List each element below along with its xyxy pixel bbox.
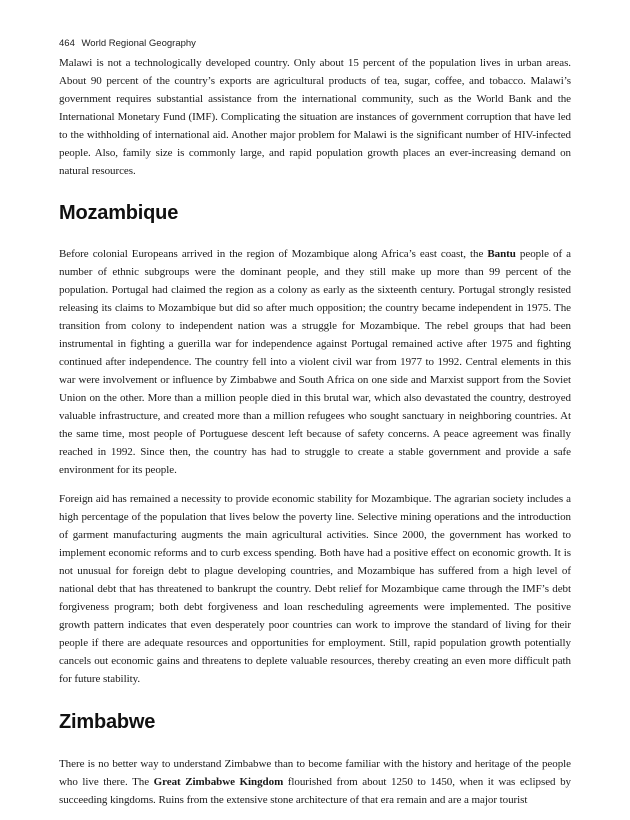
page-number: 464 (59, 38, 75, 49)
section-heading-zimbabwe: Zimbabwe (59, 711, 156, 733)
section-heading-mozambique: Mozambique (59, 202, 179, 224)
text-run: flourished from about 1250 to 1450, when it was eclipsed by succeeding kingdoms. Ruins from the extensive stone architecture of that era remain and are a major tourist (59, 776, 571, 806)
mozambique-paragraph-1 (59, 245, 571, 479)
book-title: World Regional Geography (81, 38, 196, 49)
text-run: Before colonial Europeans arrived in the region of Mozambique along Africa’s east coast, the (59, 248, 488, 260)
intro-paragraph: Malawi is not a technologically developed country. Only about 15 percent of the population lives in urban areas. About 90 percent of the country’s exports are agricultural products of tea, sugar, coffee, and tobacco. Malawi’s government requires substantial assistance from the international community, such as the World Bank and the International Monetary Fund (IMF). Complicating the situation are instances of government corruption that have led to the withholding of international aid. Another major problem for Malawi is the significant number of HIV-infected people. Also, family size is commonly large, and rapid population growth places an ever-increasing demand on natural resources. (59, 57, 571, 177)
key-term-great-zimbabwe-kingdom: Great Zimbabwe Kingdom (153, 776, 284, 788)
mozambique-paragraph-2: Foreign aid has remained a necessity to provide economic stability for Mozambique. The agrarian society includes a high percentage of the population that lives below the poverty line. Selective mining operations and the introduction of garment manufacturing augments the main agricultural activities. Since 2000, the government has worked to implement economic reforms and to curb excess spending. Both have had a positive effect on economic growth. It is not unusual for foreign debt to plague developing countries, and Mozambique has suffered from a high level of national debt that has threatened to bankrupt the country. Debt relief for Mozambique came through the IMF’s debt forgiveness program; both debt forgiveness and loan rescheduling agreements were implemented. The positive growth pattern indicates that even desperately poor countries can work to improve the standard of living for their people if there are adequate resources and opportunities for employment. Still, rapid population growth potentially cancels out economic gains and threatens to deplete valuable resources, thereby creating an even more difficult path for future stability. (59, 493, 571, 685)
zimbabwe-paragraph-1 (59, 755, 571, 809)
key-term-bantu: Bantu (487, 248, 516, 260)
page-content (59, 54, 571, 820)
running-header (59, 38, 196, 49)
text-run: people of a number of ethnic subgroups were the dominant people, and they still make up more than 99 percent of the population. Portugal had claimed the region as a colony as early as the sixteenth century. Portugal strongly resisted releasing its claims to Mozambique but did so after much opposition; the country became independent in 1975. The transition from colony to independent nation was a struggle for Mozambique. The rebel groups that had been instrumental in fighting a guerilla war for independence against Portugal remained active after 1975 and fighting continued after independence. The country fell into a violent civil war from 1977 to 1992. Central elements in this war were involvement or influence by Zimbabwe and South Africa on one side and Marxist support from the Soviet Union on the other. More than a million people died in this brutal war, which also devastated the country, destroyed valuable infrastructure, and created more than a million refugees who sought sanctuary in neighboring countries. At the same time, most people of Portuguese descent left because of safety concerns. A peace agreement was finally reached in 1992. Since then, the country has had to struggle to create a stable government and provide a safe environment for its people. (59, 248, 571, 476)
text-run: There is no better way to understand Zimbabwe than to become familiar with the history and heritage of the people who live there. The (59, 758, 571, 788)
